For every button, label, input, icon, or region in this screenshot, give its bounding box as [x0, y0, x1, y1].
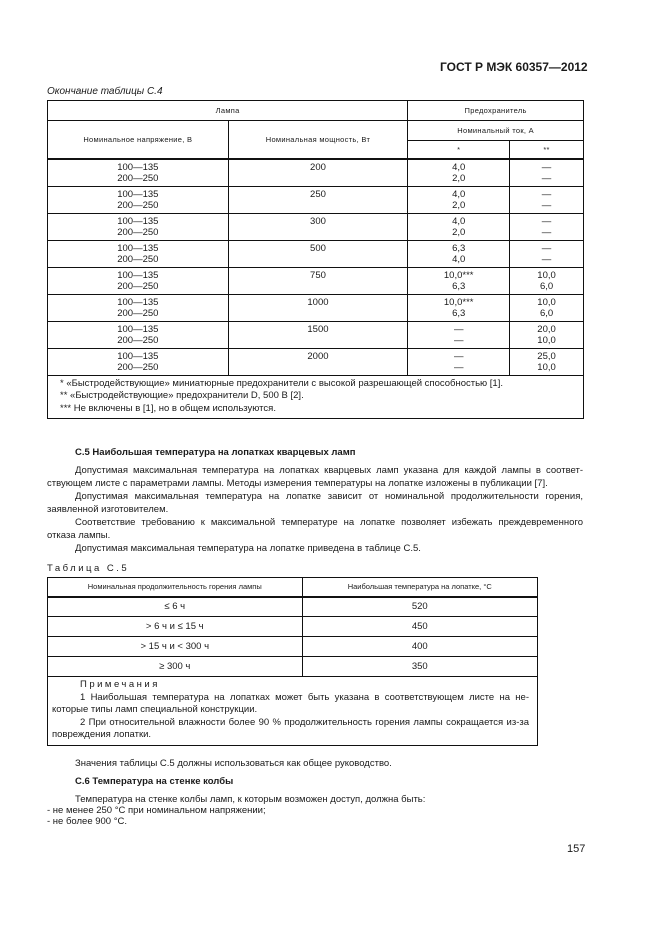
table-row	[48, 637, 538, 657]
table-row	[48, 186, 584, 213]
header-temperature: Наибольшая температура на лопатке, °С	[302, 578, 538, 597]
paragraph: Допустимая максимальная температура на лопатках кварцевых ламп указана для каждой лампы в соответ-ствующем листе с параметрами лампы. Методы измерения температуры на лопатке изложены в публикации [7].	[47, 465, 583, 489]
paragraph: Соответствие требованию к максимальной температуре на лопатке позволяет избежать преждевременного отказа лампы.	[47, 517, 583, 541]
table-c5	[47, 577, 538, 746]
section-c5-body	[47, 464, 583, 555]
table-row	[48, 294, 584, 321]
note-2: 2 При относительной влажности более 90 % продолжительность горения лампы сокращается из-за повреждения лопатки.	[52, 716, 529, 740]
header-fuse: Предохранитель	[408, 101, 584, 121]
power-cell: 200	[228, 159, 408, 187]
current-star1-cell: 10,0*** 6,3	[408, 294, 510, 321]
footnote-1: * «Быстродействующие» миниатюрные предохранители с высокой разрешающей способностью [1].	[60, 377, 503, 389]
current-star1-cell: 4,0 2,0	[408, 213, 510, 240]
table-row	[48, 657, 538, 677]
section-c5-title: С.5 Наибольшая температура на лопатках кварцевых ламп	[75, 447, 356, 458]
header-current: Номинальный ток, А	[408, 121, 584, 141]
standard-header: ГОСТ Р МЭК 60357—2012	[440, 60, 588, 74]
table-row	[48, 240, 584, 267]
table-c4-caption: Окончание таблицы С.4	[47, 86, 163, 97]
header-star2: **	[510, 141, 584, 159]
temperature-cell: 520	[302, 597, 538, 617]
footnote-3: *** Не включены в [1], но в общем используются.	[60, 402, 276, 414]
current-star2-cell: — —	[510, 186, 584, 213]
table-row	[48, 159, 584, 187]
duration-cell: > 6 ч и ≤ 15 ч	[48, 617, 303, 637]
current-star2-cell: — —	[510, 240, 584, 267]
duration-cell: > 15 ч и < 300 ч	[48, 637, 303, 657]
header-duration: Номинальная продолжительность горения лампы	[48, 578, 303, 597]
power-cell: 250	[228, 186, 408, 213]
header-star1: *	[408, 141, 510, 159]
voltage-cell: 100—135 200—250	[48, 240, 229, 267]
header-voltage: Номинальное напряжение, В	[48, 121, 229, 159]
notes-title: Примечания	[80, 679, 160, 690]
duration-cell: ≥ 300 ч	[48, 657, 303, 677]
power-cell: 2000	[228, 348, 408, 375]
note-1: 1 Наибольшая температура на лопатках может быть указана в соответствующем листе на не-которые типы ламп специальной конструкции.	[52, 691, 529, 715]
current-star2-cell: 25,0 10,0	[510, 348, 584, 375]
table-c5-caption: Таблица С.5	[47, 563, 130, 574]
table-row	[48, 321, 584, 348]
current-star2-cell: — —	[510, 213, 584, 240]
power-cell: 1000	[228, 294, 408, 321]
footnote-2: ** «Быстродействующие» предохранители D, 500 В [2].	[60, 390, 304, 401]
page-number: 157	[567, 843, 586, 855]
current-star2-cell: — —	[510, 159, 584, 187]
current-star1-cell: 4,0 2,0	[408, 186, 510, 213]
section-c6-list	[47, 805, 266, 827]
duration-cell: ≤ 6 ч	[48, 597, 303, 617]
temperature-cell: 400	[302, 637, 538, 657]
table-c5-notes	[48, 677, 538, 746]
power-cell: 1500	[228, 321, 408, 348]
table-c4	[47, 100, 584, 419]
table-row	[48, 617, 538, 637]
power-cell: 750	[228, 267, 408, 294]
header-lamp: Лампа	[48, 101, 408, 121]
voltage-cell: 100—135 200—250	[48, 159, 229, 187]
current-star1-cell: — —	[408, 348, 510, 375]
voltage-cell: 100—135 200—250	[48, 348, 229, 375]
section-c6-title: С.6 Температура на стенке колбы	[75, 776, 234, 787]
after-table-text: Значения таблицы С.5 должны использоваться как общее руководство.	[75, 758, 392, 769]
current-star2-cell: 10,0 6,0	[510, 294, 584, 321]
current-star1-cell: 6,3 4,0	[408, 240, 510, 267]
section-c6-intro: Температура на стенке колбы ламп, к которым возможен доступ, должна быть:	[75, 794, 426, 805]
header-power: Номинальная мощность, Вт	[228, 121, 408, 159]
temperature-cell: 350	[302, 657, 538, 677]
paragraph: Допустимая максимальная температура на лопатке приведена в таблице С.5.	[75, 543, 421, 554]
current-star2-cell: 20,0 10,0	[510, 321, 584, 348]
table-row	[48, 348, 584, 375]
voltage-cell: 100—135 200—250	[48, 186, 229, 213]
power-cell: 500	[228, 240, 408, 267]
table-row	[48, 213, 584, 240]
voltage-cell: 100—135 200—250	[48, 294, 229, 321]
current-star2-cell: 10,0 6,0	[510, 267, 584, 294]
temperature-cell: 450	[302, 617, 538, 637]
current-star1-cell: — —	[408, 321, 510, 348]
current-star1-cell: 4,0 2,0	[408, 159, 510, 187]
voltage-cell: 100—135 200—250	[48, 321, 229, 348]
list-item: - не менее 250 °С при номинальном напряжении;	[47, 805, 266, 816]
current-star1-cell: 10,0*** 6,3	[408, 267, 510, 294]
table-row	[48, 597, 538, 617]
paragraph: Допустимая максимальная температура на лопатке зависит от номинальной продолжительности горения, заявленной изготовителем.	[47, 491, 583, 515]
voltage-cell: 100—135 200—250	[48, 213, 229, 240]
list-item: - не более 900 °С.	[47, 816, 128, 827]
power-cell: 300	[228, 213, 408, 240]
footnotes	[48, 375, 584, 419]
table-row	[48, 267, 584, 294]
voltage-cell: 100—135 200—250	[48, 267, 229, 294]
